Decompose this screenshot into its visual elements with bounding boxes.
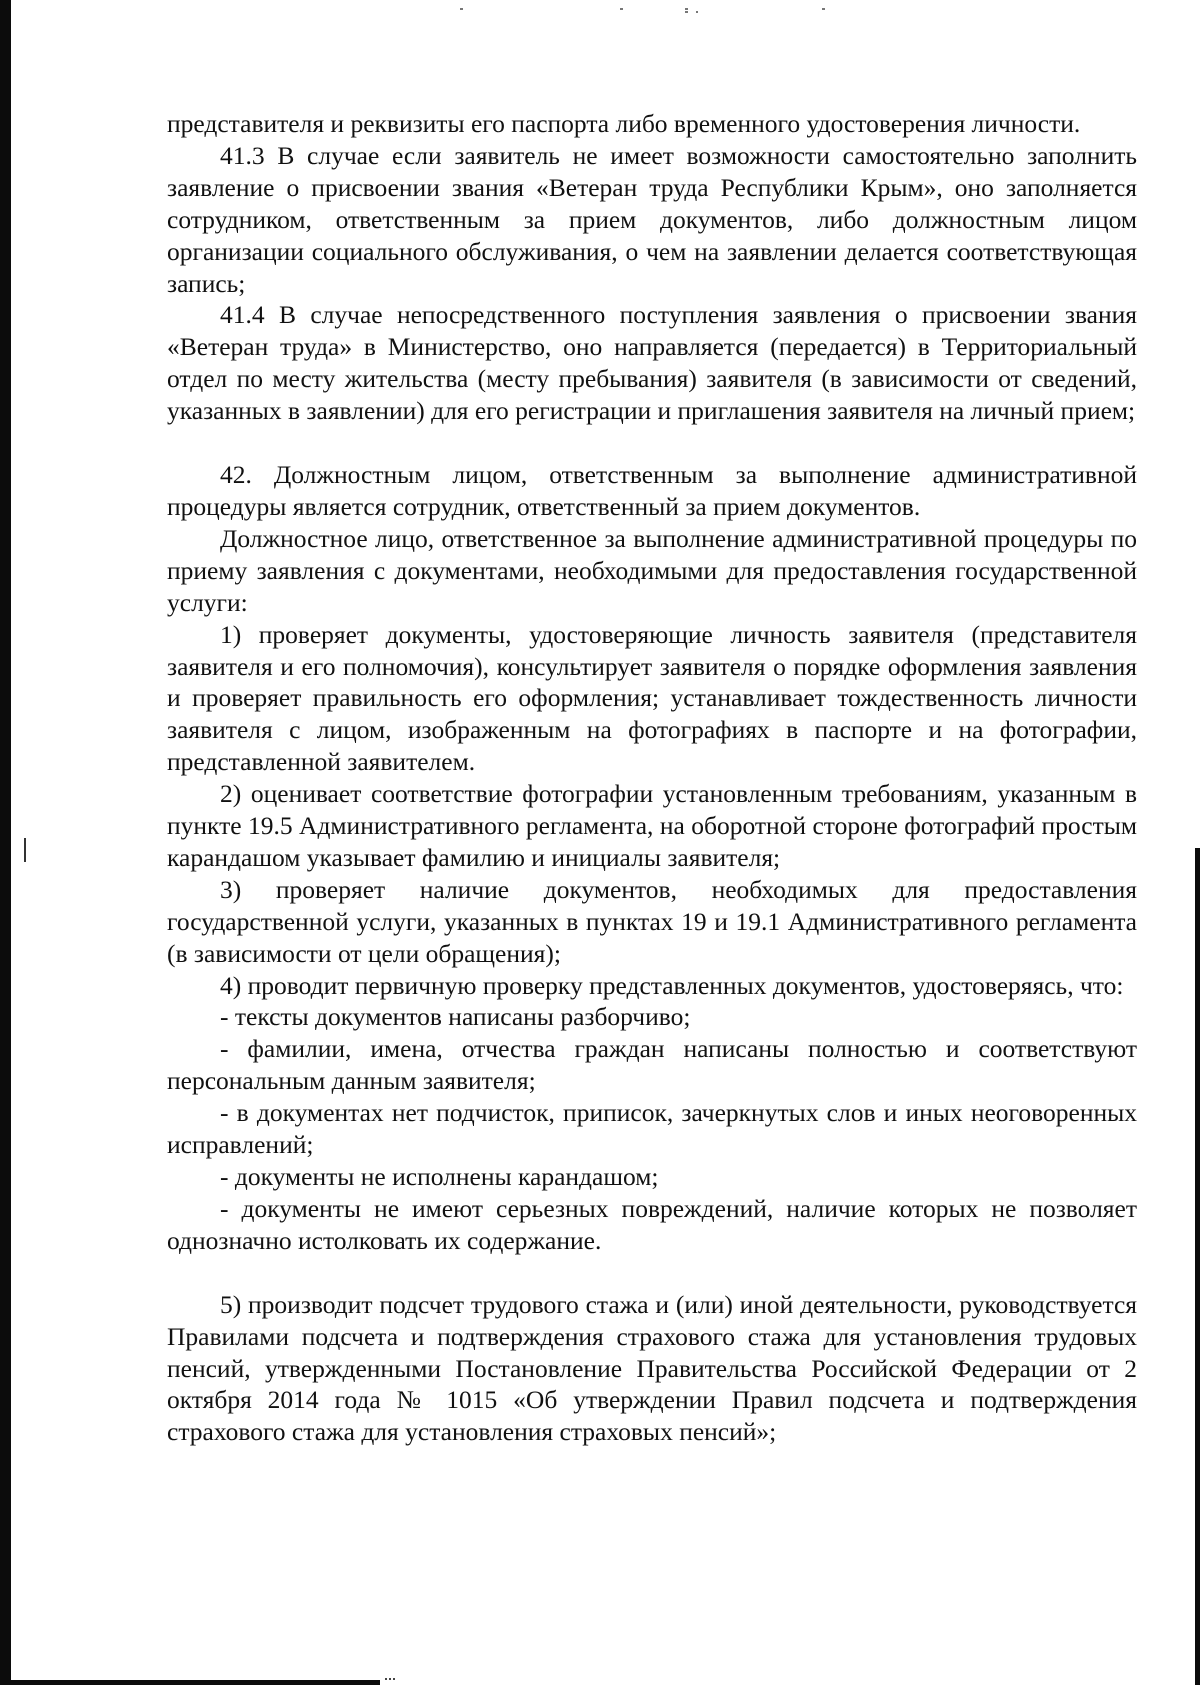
document-body xyxy=(167,108,1137,1448)
paragraph-item-5: 5) производит подсчет трудового стажа и (или) иной деятельности, руководствуется Правилами подсчета и подтверждения страхового стажа для установления трудовых пенсий, утвержденными Постановление Правительства Российской Федерации от 2 октября 2014 года № 1015 «Об утверждении Правил подсчета и подтверждения страхового стажа для установления страховых пенсий»; xyxy=(167,1289,1137,1447)
scan-specks-top xyxy=(460,8,920,14)
scan-dots-bottom xyxy=(385,1678,395,1682)
paragraph-item-3: 3) проверяет наличие документов, необходимых для предоставления государственной услуги, указанных в пунктах 19 и 19.1 Административного регламента (в зависимости от цели обращения); xyxy=(167,874,1137,968)
paragraph-41-4: 41.4 В случае непосредственного поступления заявления о присвоении звания «Ветеран труда» в Министерство, оно направляется (передается) в Территориальный отдел по месту жительства (месту пребывания) заявителя (в зависимости от сведений, указанных в заявлении) для его регистрации и приглашения заявителя на личный прием; xyxy=(167,300,1137,426)
scan-mark-left xyxy=(24,838,26,862)
bullet-not-pencil: - документы не исполнены карандашом; xyxy=(220,1162,659,1191)
scan-border-bottom xyxy=(0,1680,380,1685)
bullet-no-damage: - документы не имеют серьезных повреждений, наличие которых не позволяет однозначно истолковать их содержание. xyxy=(167,1193,1137,1255)
scan-border-right xyxy=(1195,848,1200,1685)
paragraph-item-2: 2) оценивает соответствие фотографии установленным требованиям, указанным в пункте 19.5 Административного регламента, на оборотной стороне фотографий простым карандашом указывает фамилию и инициалы заявителя; xyxy=(167,779,1137,872)
bullet-no-corrections: - в документах нет подчисток, приписок, зачеркнутых слов и иных неоговоренных исправлений; xyxy=(167,1098,1137,1160)
paragraph-official-duties: Должностное лицо, ответственное за выполнение административной процедуры по приему заявления с документами, необходимыми для предоставления государственной услуги: xyxy=(167,523,1137,617)
paragraph-continuation: представителя и реквизиты его паспорта либо временного удостоверения личности. xyxy=(167,109,1081,138)
bullet-full-names: - фамилии, имена, отчества граждан написаны полностью и соответствуют персональным данным заявителя; xyxy=(167,1034,1137,1096)
paragraph-item-1: 1) проверяет документы, удостоверяющие личность заявителя (представителя заявителя и его полномочия), консультирует заявителя о порядке оформления заявления и проверяет правильность его оформления; устанавливает тождественность личности заявителя с лицом, изображенным на фотографиях в паспорте и на фотографии, представленной заявителем. xyxy=(167,619,1137,777)
paragraph-item-4: 4) проводит первичную проверку представленных документов, удостоверяясь, что: xyxy=(220,970,1124,1000)
paragraph-42: 42. Должностным лицом, ответственным за выполнение административной процедуры является сотрудник, ответственный за прием документов. xyxy=(167,460,1137,521)
scan-border-left xyxy=(0,0,11,1685)
paragraph-41-3: 41.3 В случае если заявитель не имеет возможности самостоятельно заполнить заявление о присвоении звания «Ветеран труда Республики Крым», оно заполняется сотрудником, ответственным за прием документов, либо должностным лицом организации социального обслуживания, о чем на заявлении делается соответствующая запись; xyxy=(167,140,1137,298)
bullet-legible: - тексты документов написаны разборчиво; xyxy=(220,1002,691,1032)
